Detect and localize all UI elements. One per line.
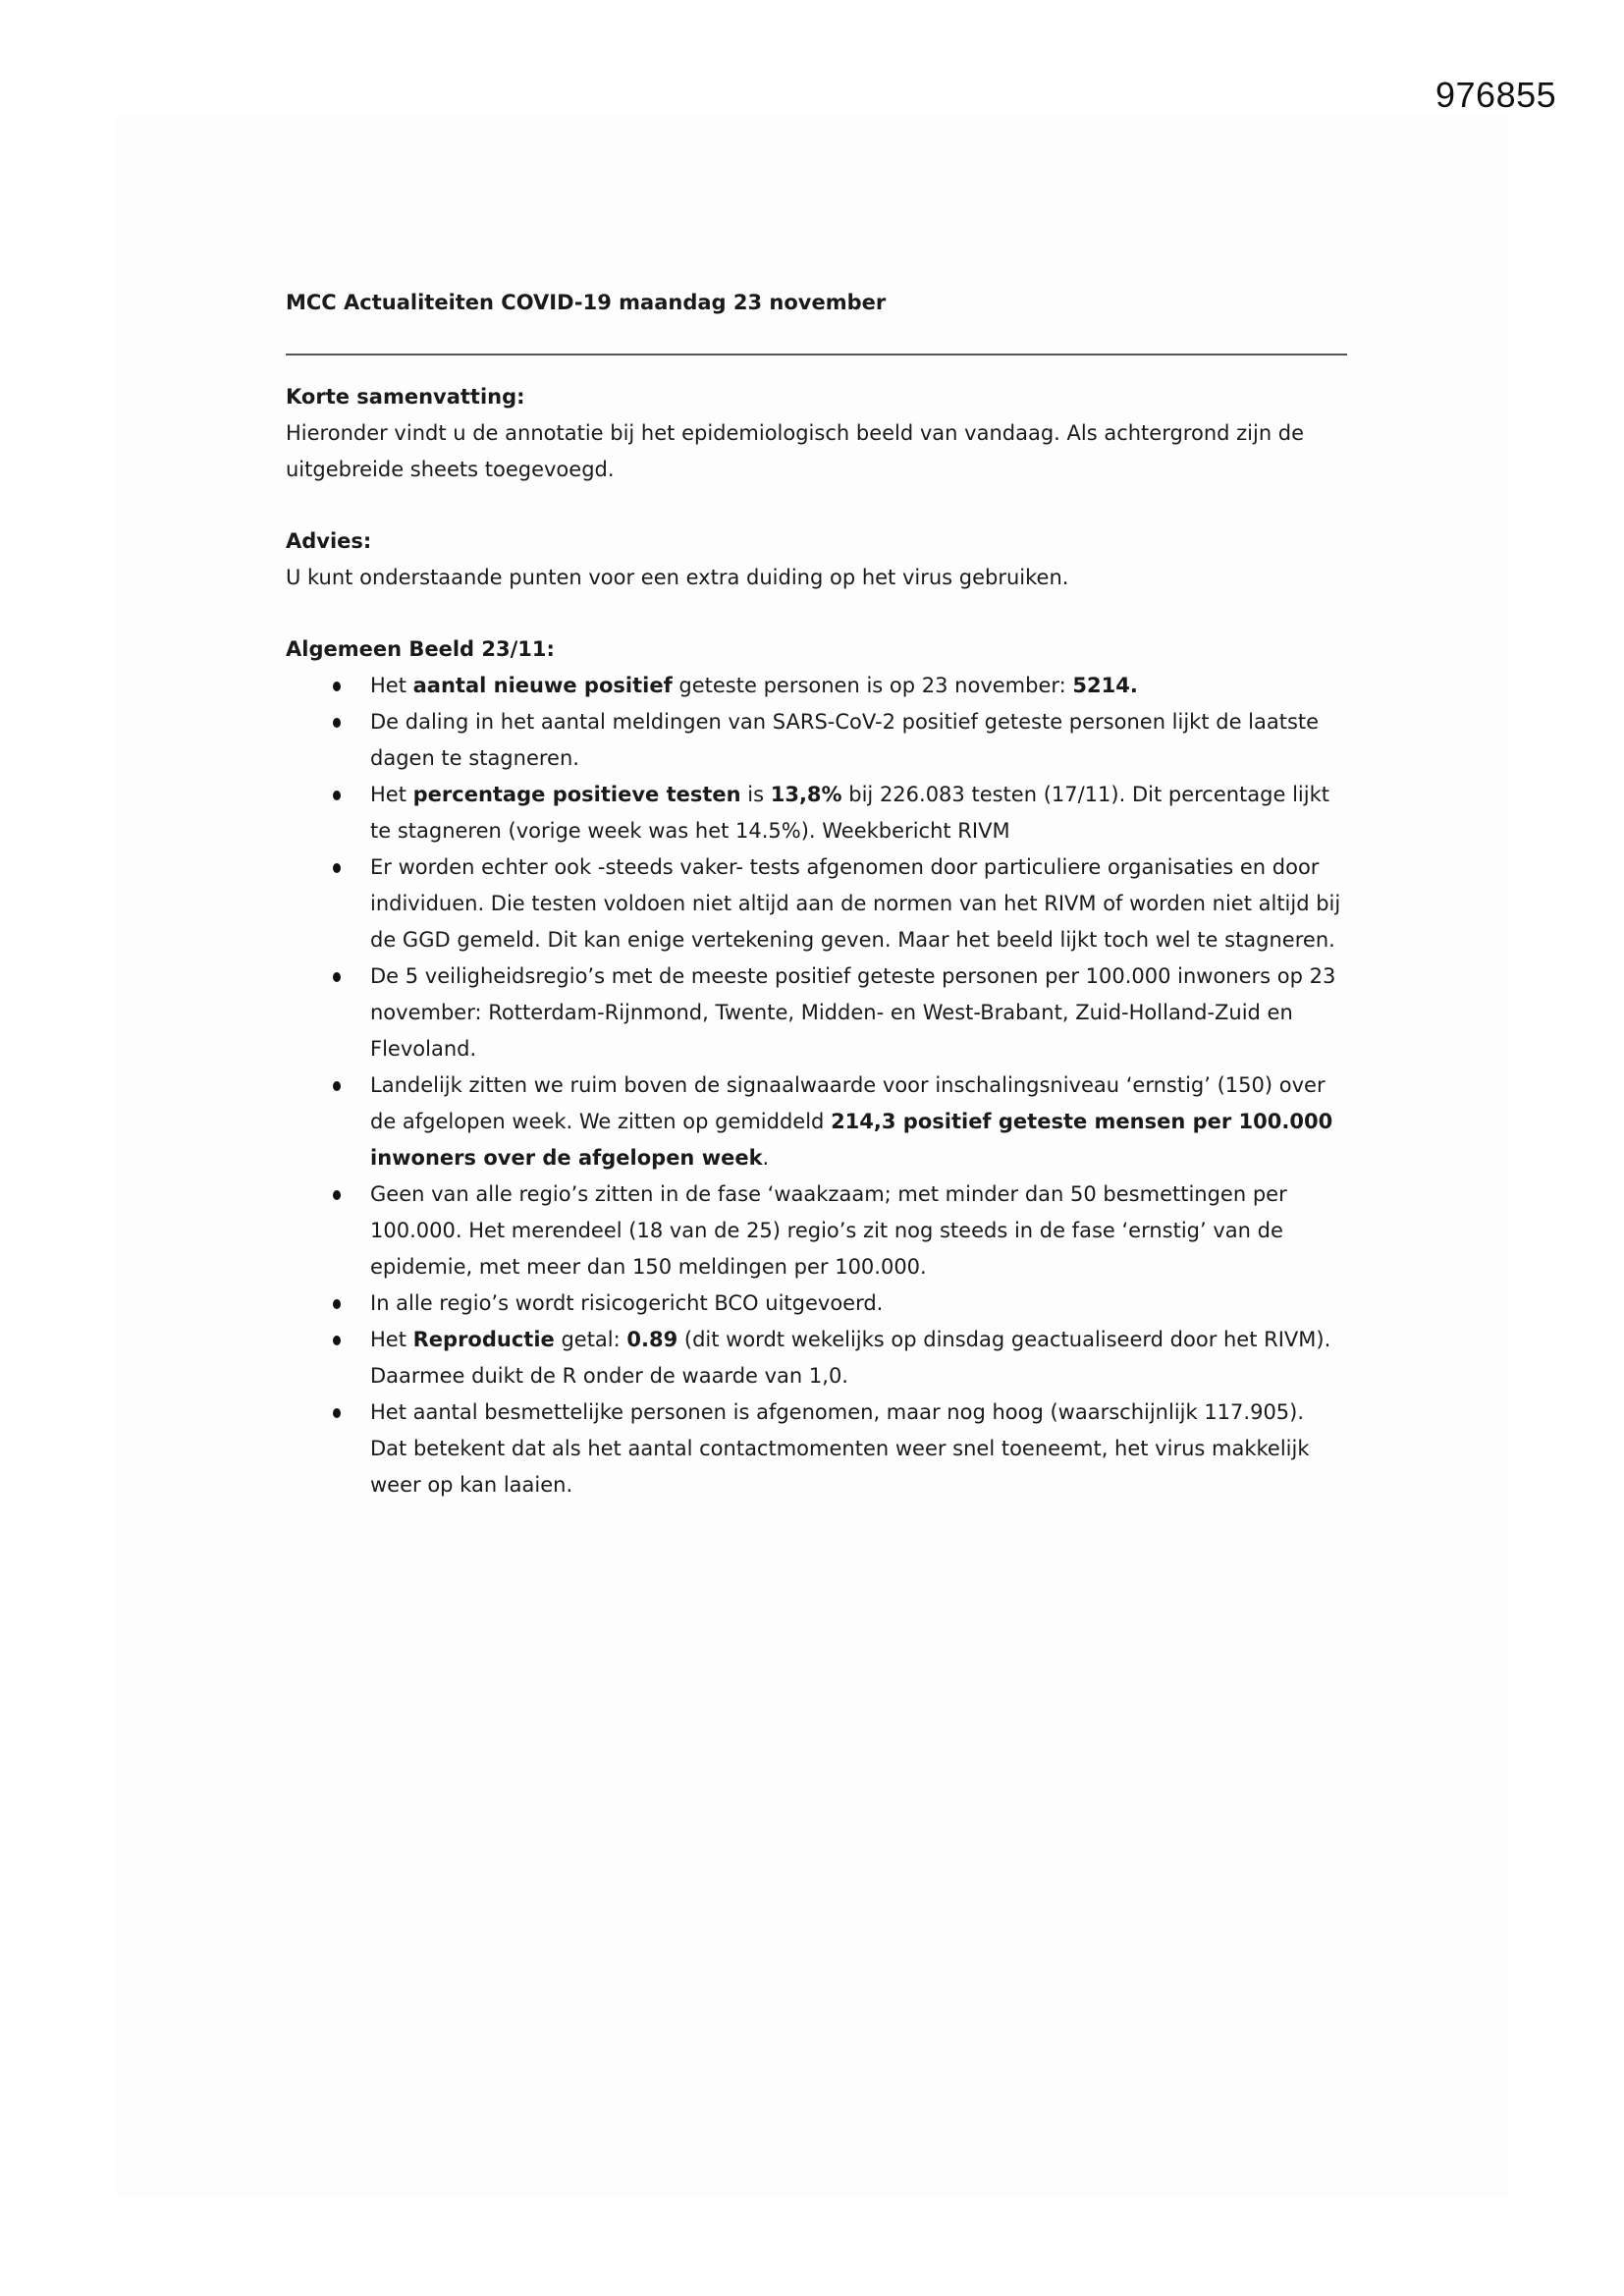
bullet-icon	[333, 972, 341, 982]
text: Het	[370, 1328, 413, 1351]
bold-text: 0.89	[626, 1328, 678, 1351]
summary-section	[286, 379, 1346, 488]
bullet-item	[286, 1176, 1346, 1285]
bullet-icon	[333, 1299, 341, 1309]
bullet-icon	[333, 791, 341, 800]
bullet-item	[286, 704, 1346, 777]
bullet-item	[286, 958, 1346, 1067]
bullet-icon	[333, 863, 341, 873]
text: De 5 veiligheidsregio’s met de meeste positief geteste personen per 100.000 inwoners op 23 november: Rotterdam-Rijnmond, Twente, Midden- en West-Brabant, Zuid-Holland-Zuid en Flevoland.	[370, 964, 1336, 1061]
summary-text: Hieronder vindt u de annotatie bij het epidemiologisch beeld van vandaag. Als achtergrond zijn de uitgebreide sheets toegevoegd.	[286, 421, 1305, 481]
text: Geen van alle regio’s zitten in de fase ‘waakzaam; met minder dan 50 besmettingen per 100.000. Het merendeel (18 van de 25) regio’s zit nog steeds in de fase ‘ernstig’ van de epidemie, met meer dan 150 meldingen per 100.000.	[370, 1182, 1287, 1279]
text: Landelijk zitten we ruim boven de signaalwaarde voor inschalingsniveau ‘ernstig’ (150) over de afgelopen week. We zitten op gemiddeld	[370, 1073, 1326, 1133]
text: De daling in het aantal meldingen van SARS-CoV-2 positief geteste personen lijkt de laatste dagen te stagneren.	[370, 710, 1320, 770]
summary-heading: Korte samenvatting:	[286, 385, 525, 409]
text: Het	[370, 674, 413, 697]
title-divider	[286, 354, 1347, 355]
document-body	[286, 285, 1346, 1503]
bullet-item	[286, 1322, 1346, 1394]
bullet-icon	[333, 1336, 341, 1345]
bold-text: aantal nieuwe positief	[412, 674, 673, 697]
document-id: 976855	[1435, 75, 1557, 115]
general-heading: Algemeen Beeld 23/11:	[286, 637, 555, 661]
text: (dit wordt wekelijks op dinsdag geactualiseerd door het RIVM). Daarmee duikt de R onder de waarde van 1,0.	[370, 1328, 1331, 1388]
general-section	[286, 631, 1346, 1503]
bold-text: 13,8%	[770, 783, 842, 806]
bullet-icon	[333, 1408, 341, 1418]
bullet-icon	[333, 1190, 341, 1200]
text: In alle regio’s wordt risicogericht BCO uitgevoerd.	[370, 1291, 884, 1315]
bold-text: percentage positieve testen	[412, 783, 741, 806]
text: .	[762, 1146, 770, 1170]
bullet-list	[286, 668, 1346, 1503]
bullet-icon	[333, 1081, 341, 1091]
document-title: MCC Actualiteiten COVID-19 maandag 23 november	[286, 291, 887, 314]
bold-text: Reproductie	[412, 1328, 555, 1351]
bullet-item	[286, 777, 1346, 849]
bullet-item	[286, 1394, 1346, 1503]
bold-text: 5214.	[1072, 674, 1138, 697]
bullet-item	[286, 668, 1346, 704]
advice-text: U kunt onderstaande punten voor een extra duiding op het virus gebruiken.	[286, 566, 1069, 589]
bullet-item	[286, 1067, 1346, 1176]
text: Er worden echter ook -steeds vaker- tests afgenomen door particuliere organisaties en door individuen. Die testen voldoen niet altijd aan de normen van het RIVM of worden niet altijd bij de GGD gemeld. Dit kan enige vertekening geven. Maar het beeld lijkt toch wel te stagneren.	[370, 855, 1341, 952]
bullet-icon	[333, 718, 341, 728]
text: Het aantal besmettelijke personen is afgenomen, maar nog hoog (waarschijnlijk 117.905). Dat betekent dat als het aantal contactmomenten weer snel toeneemt, het virus makkelijk weer op kan laaien.	[370, 1400, 1310, 1497]
text: is	[740, 783, 771, 806]
bold-text: 214,3 positief geteste mensen per 100.000 inwoners over de afgelopen week	[370, 1110, 1333, 1170]
text: geteste personen is op 23 november:	[672, 674, 1073, 697]
text: getal:	[554, 1328, 627, 1351]
advice-section	[286, 523, 1346, 596]
text: Het	[370, 783, 413, 806]
bullet-item	[286, 849, 1346, 958]
bullet-item	[286, 1285, 1346, 1322]
advice-heading: Advies:	[286, 529, 372, 553]
text: bij 226.083 testen (17/11). Dit percentage lijkt te stagneren (vorige week was het 14.5%). Weekbericht RIVM	[370, 783, 1329, 843]
bullet-icon	[333, 682, 341, 691]
